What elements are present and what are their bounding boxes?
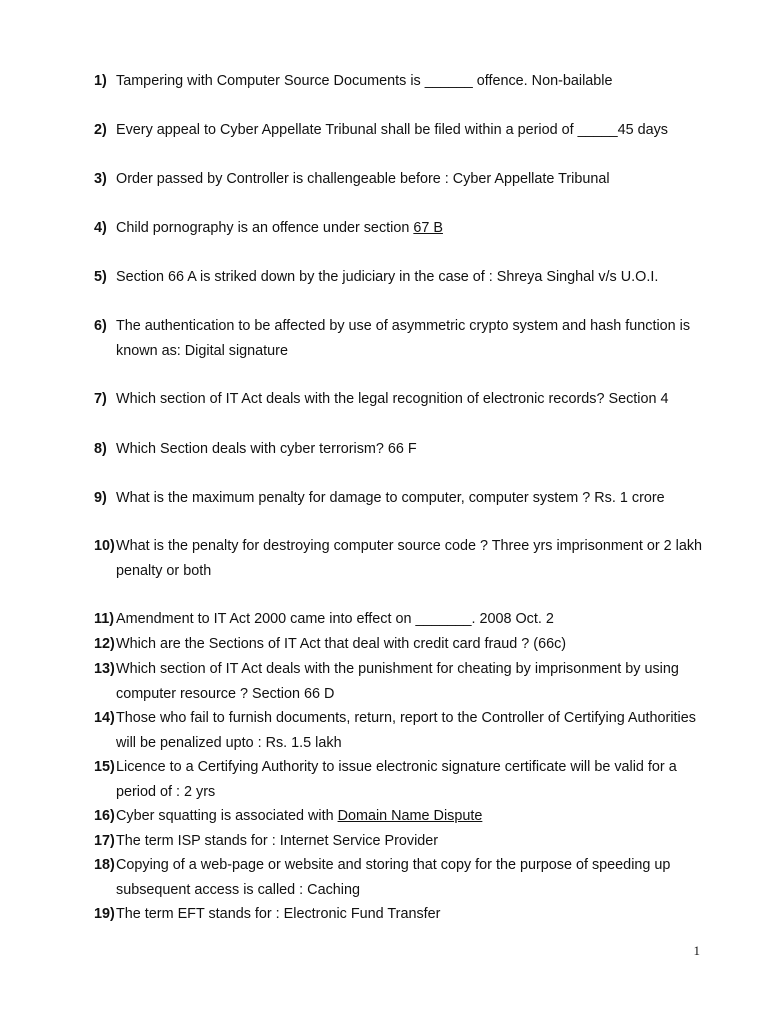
item-text [116, 804, 704, 829]
item-number: 11) [94, 611, 115, 627]
item-text [116, 216, 704, 241]
item-number: 5) [94, 269, 107, 285]
list-item [94, 902, 704, 927]
list-item [94, 534, 704, 583]
item-number: 14) [94, 710, 115, 726]
list-item [94, 853, 704, 902]
item-number: 6) [94, 318, 107, 334]
underlined-answer: 67 B [413, 220, 443, 236]
item-number: 4) [94, 220, 107, 236]
item-text: The term ISP stands for : Internet Service Provider [116, 833, 439, 849]
list-item [94, 706, 704, 755]
list-item [94, 632, 704, 657]
item-number: 7) [94, 391, 107, 407]
item-text: The authentication to be affected by use of asymmetric crypto system and hash function is known as: Digital signature [116, 318, 691, 359]
list-item [94, 118, 704, 143]
list-item [94, 216, 704, 241]
item-text-lead: Child pornography is an offence under section [116, 220, 414, 236]
item-number: 10) [94, 538, 115, 554]
item-text: Which Section deals with cyber terrorism? 66 F [116, 441, 417, 457]
list-item [94, 829, 704, 854]
underlined-answer: Domain Name Dispute [337, 808, 483, 824]
list-item [94, 486, 704, 511]
item-text: Every appeal to Cyber Appellate Tribunal shall be filed within a period of _____45 days [116, 122, 668, 138]
item-text: Licence to a Certifying Authority to issue electronic signature certificate will be valid for a period of : 2 yrs [116, 759, 677, 800]
item-text-lead: Cyber squatting is associated with [116, 808, 338, 824]
item-number: 3) [94, 171, 107, 187]
item-text: What is the maximum penalty for damage to computer, computer system ? Rs. 1 crore [116, 490, 665, 506]
list-item [94, 265, 704, 290]
item-text: Those who fail to furnish documents, return, report to the Controller of Certifying Authorities will be penalized upto : Rs. 1.5 lakh [116, 710, 696, 751]
page-number: 1 [693, 943, 700, 958]
item-text: What is the penalty for destroying computer source code ? Three yrs imprisonment or 2 lakh penalty or both [116, 538, 703, 579]
item-text: Copying of a web-page or website and storing that copy for the purpose of speeding up subsequent access is called : Caching [116, 857, 671, 898]
item-number: 18) [94, 857, 115, 873]
item-text: Section 66 A is striked down by the judiciary in the case of : Shreya Singhal v/s U.O.I. [116, 269, 659, 285]
item-number: 19) [94, 906, 115, 922]
item-number: 15) [94, 759, 115, 775]
list-item [94, 755, 704, 804]
item-number: 2) [94, 122, 107, 138]
list-item [94, 314, 704, 363]
item-number: 8) [94, 441, 107, 457]
item-text: Amendment to IT Act 2000 came into effect on _______. 2008 Oct. 2 [116, 611, 554, 627]
list-item [94, 804, 704, 829]
list-item [94, 387, 704, 412]
list-item [94, 437, 704, 462]
item-text: Which are the Sections of IT Act that deal with credit card fraud ? (66c) [116, 636, 567, 652]
item-number: 9) [94, 490, 107, 506]
list-item [94, 167, 704, 192]
item-number: 16) [94, 808, 115, 824]
list-item [94, 607, 704, 632]
list-item [94, 69, 704, 94]
item-number: 1) [94, 73, 107, 89]
item-text: Which section of IT Act deals with the legal recognition of electronic records? Section 4 [116, 391, 669, 407]
list-item [94, 657, 704, 706]
item-number: 13) [94, 661, 115, 677]
item-number: 17) [94, 833, 115, 849]
item-text: Order passed by Controller is challengeable before : Cyber Appellate Tribunal [116, 171, 610, 187]
item-number: 12) [94, 636, 115, 652]
item-text: Tampering with Computer Source Documents is ______ offence. Non-bailable [116, 73, 613, 89]
item-text: The term EFT stands for : Electronic Fund Transfer [116, 906, 441, 922]
item-text: Which section of IT Act deals with the punishment for cheating by imprisonment by using computer resource ? Section 66 D [116, 661, 679, 702]
